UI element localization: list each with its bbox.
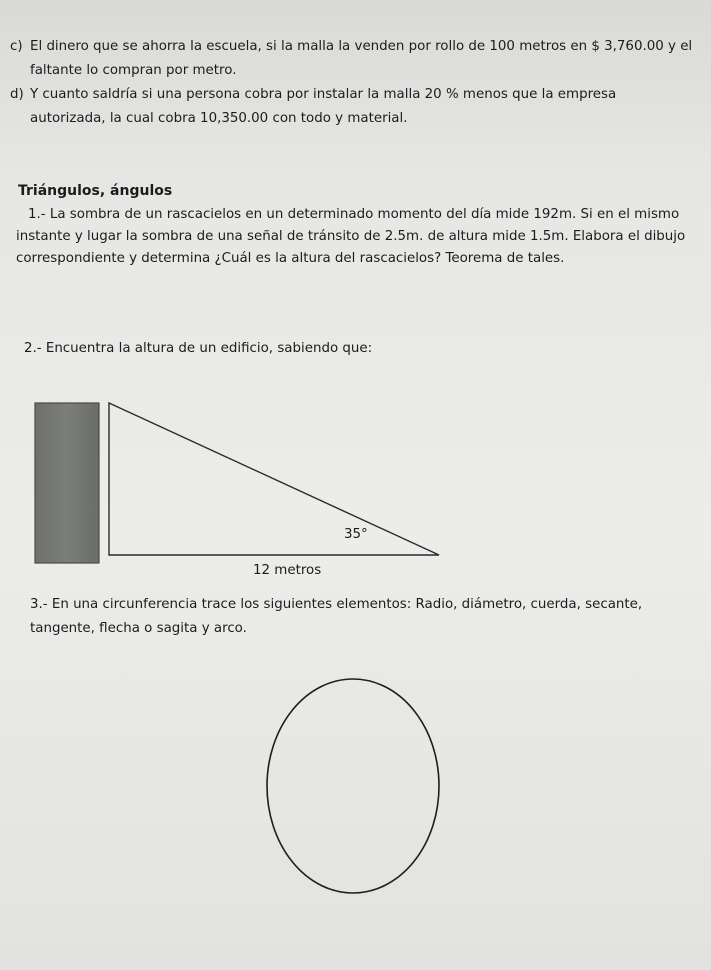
problem2-text: 2.- Encuentra la altura de un edificio, sabiendo que:: [24, 341, 373, 356]
item-c-marker: c): [10, 39, 23, 54]
item-c-text-line2: faltante lo compran por metro.: [30, 63, 237, 78]
problem1-line1: 1.- La sombra de un rascacielos en un determinado momento del día mide 192m. Si en el mismo: [28, 207, 680, 222]
item-d-text-line2: autorizada, la cual cobra 10,350.00 con todo y material.: [30, 111, 408, 126]
section-title: Triángulos, ángulos: [18, 183, 173, 199]
angle-label: 35°: [344, 527, 368, 542]
problem3-line1: 3.- En una circunferencia trace los siguientes elementos: Radio, diámetro, cuerda, secante,: [30, 597, 643, 612]
circle-shape: [267, 679, 439, 893]
item-d-text-line1: Y cuanto saldría si una persona cobra por instalar la malla 20 % menos que la empresa: [30, 87, 617, 102]
problem1-line3: correspondiente y determina ¿Cuál es la altura del rascacielos? Teorema de tales.: [16, 251, 565, 266]
problem1-line2: instante y lugar la sombra de una señal de tránsito de 2.5m. de altura mide 1.5m. Elabora el dibujo: [16, 229, 686, 244]
item-c-text-line1: El dinero que se ahorra la escuela, si la malla la venden por rollo de 100 metros en $ 3,760.00 y el: [30, 39, 693, 54]
problem3-line2: tangente, flecha o sagita y arco.: [30, 621, 247, 636]
base-label: 12 metros: [253, 563, 322, 578]
item-d-marker: d): [10, 87, 24, 102]
